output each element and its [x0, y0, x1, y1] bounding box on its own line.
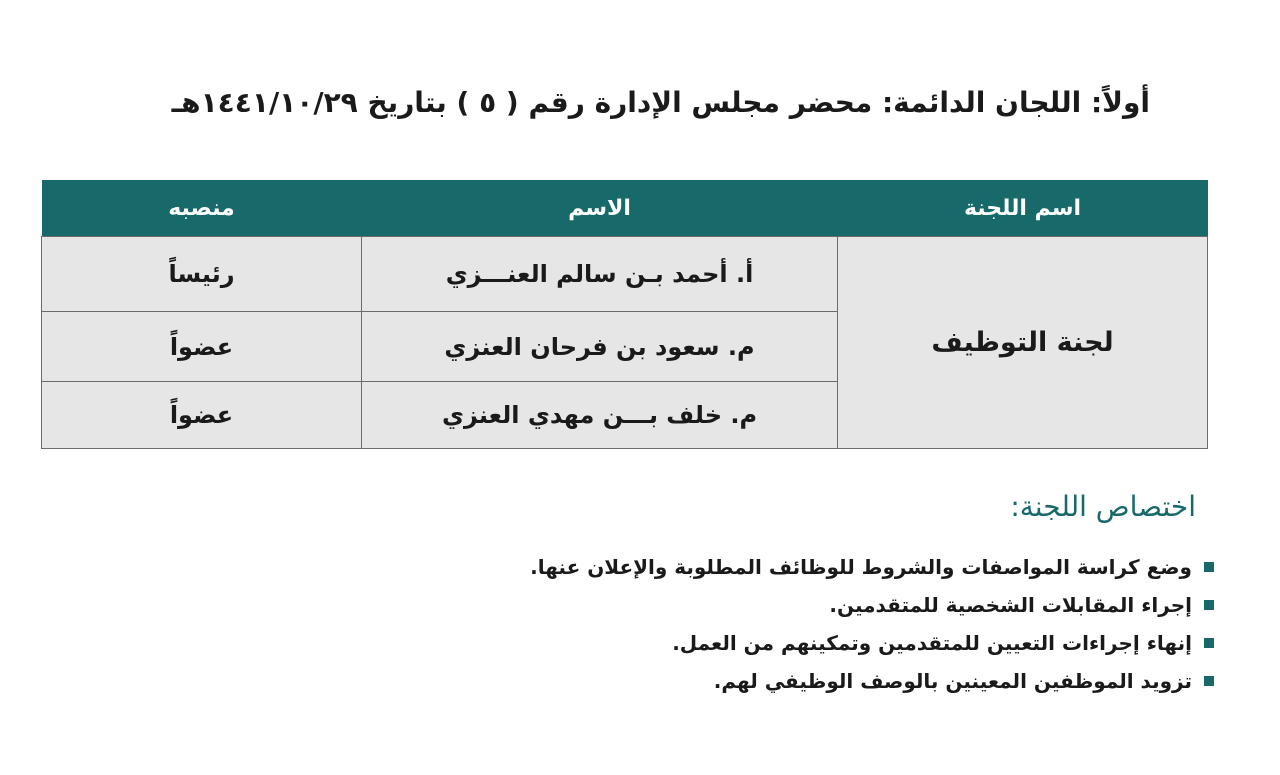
- member-name-cell: م. سعود بن فرحان العنزي: [362, 312, 838, 382]
- duty-text: إنهاء إجراءات التعيين للمتقدمين وتمكينهم من العمل.: [672, 631, 1192, 655]
- list-item: [314, 586, 1214, 624]
- member-name-cell: م. خلف بـــن مهدي العنزي: [362, 382, 838, 449]
- member-name-cell: أ. أحمد بـن سالم العنـــزي: [362, 237, 838, 312]
- header-member-name: الاسم: [362, 180, 838, 237]
- header-committee-name: اسم اللجنة: [838, 180, 1208, 237]
- duties-heading: اختصاص اللجنة:: [1010, 490, 1196, 523]
- committee-name-cell: لجنة التوظيف: [838, 237, 1208, 449]
- page-title: أولاً: اللجان الدائمة: محضر مجلس الإدارة رقم ( ٥ ) بتاريخ ١٤٤١/١٠/٢٩هـ: [171, 86, 1150, 119]
- committee-table: [41, 180, 1208, 449]
- square-bullet-icon: [1204, 676, 1214, 686]
- member-position-cell: رئيساً: [42, 237, 362, 312]
- list-item: [314, 548, 1214, 586]
- square-bullet-icon: [1204, 562, 1214, 572]
- table-row: [42, 237, 1208, 312]
- duties-list: [314, 548, 1214, 700]
- duty-text: تزويد الموظفين المعينين بالوصف الوظيفي لهم.: [713, 669, 1192, 693]
- list-item: [314, 624, 1214, 662]
- duty-text: وضع كراسة المواصفات والشروط للوظائف المطلوبة والإعلان عنها.: [530, 555, 1192, 579]
- table-header-row: [42, 180, 1208, 237]
- header-position: منصبه: [42, 180, 362, 237]
- square-bullet-icon: [1204, 600, 1214, 610]
- member-position-cell: عضواً: [42, 382, 362, 449]
- square-bullet-icon: [1204, 638, 1214, 648]
- duty-text: إجراء المقابلات الشخصية للمتقدمين.: [829, 593, 1192, 617]
- list-item: [314, 662, 1214, 700]
- member-position-cell: عضواً: [42, 312, 362, 382]
